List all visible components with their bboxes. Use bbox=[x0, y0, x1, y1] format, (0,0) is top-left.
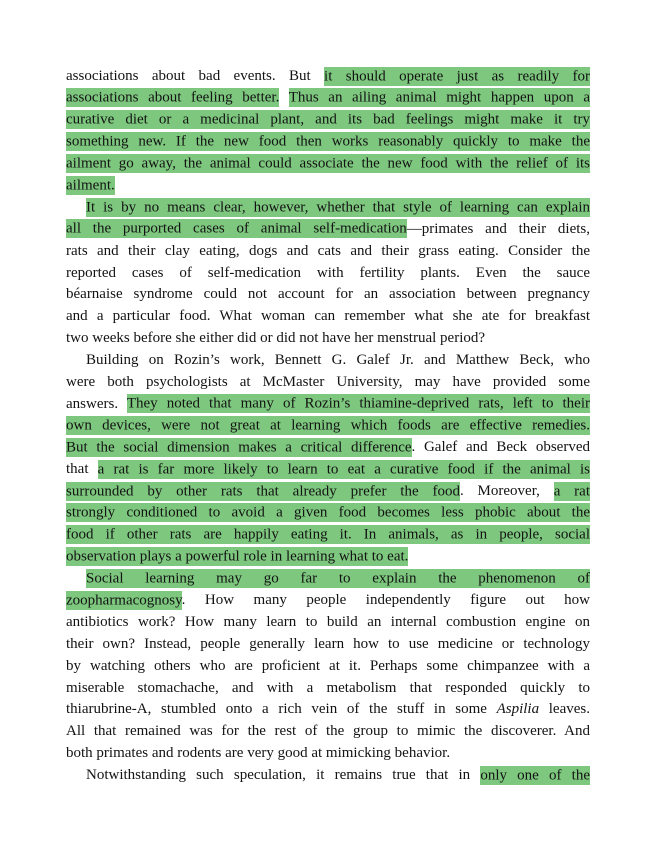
body-text: that bbox=[66, 461, 98, 478]
text-line bbox=[66, 88, 590, 110]
highlighted-text[interactable]: It is by no means clear, however, whether that style of learning can explain bbox=[86, 199, 590, 216]
highlighted-text[interactable]: it should operate just as readily for bbox=[324, 68, 591, 84]
text-line bbox=[66, 656, 590, 678]
text-line bbox=[66, 481, 590, 503]
text-line bbox=[66, 547, 590, 569]
body-text: associations about bad events. But bbox=[66, 68, 325, 84]
text-line bbox=[66, 175, 590, 197]
body-text: —primates and their diets, bbox=[406, 220, 590, 237]
text-line bbox=[66, 525, 590, 547]
highlighted-text[interactable]: only one of the bbox=[480, 767, 590, 783]
body-text: antibiotics work? How many learn to build an internal combustion engine on bbox=[66, 614, 590, 631]
highlighted-text[interactable]: something new. If the new food then works reasonably quickly to make the bbox=[66, 133, 590, 150]
text-line bbox=[66, 306, 590, 328]
text-line bbox=[66, 699, 590, 721]
body-text: . Moreover, bbox=[459, 483, 554, 500]
text-line bbox=[66, 197, 590, 219]
text-line bbox=[66, 153, 590, 175]
highlighted-text[interactable]: food if other rats are happily eating it. In animals, as in people, social bbox=[66, 526, 590, 543]
text-block bbox=[66, 66, 590, 787]
body-text bbox=[279, 90, 288, 106]
text-line bbox=[66, 241, 590, 263]
text-line bbox=[66, 678, 590, 700]
text-line bbox=[66, 721, 590, 743]
text-line bbox=[66, 132, 590, 154]
text-line bbox=[66, 110, 590, 132]
body-text: two weeks before she either did or did not have her menstrual period? bbox=[66, 330, 486, 347]
body-text: Building on Rozin’s work, Bennett G. Galef Jr. and Matthew Beck, who bbox=[86, 351, 590, 368]
text-line bbox=[66, 66, 590, 88]
body-text: rats and their clay eating, dogs and cats and their grass eating. Consider the bbox=[66, 242, 590, 259]
text-line bbox=[66, 590, 590, 612]
text-line bbox=[66, 437, 590, 459]
text-line bbox=[66, 372, 590, 394]
body-text: were both psychologists at McMaster University, may have provided some bbox=[66, 373, 590, 390]
highlighted-text[interactable]: They noted that many of Rozin’s thiamine-deprived rats, left to their bbox=[126, 395, 591, 412]
body-text: Notwithstanding such speculation, it remains true that in bbox=[86, 767, 481, 783]
highlighted-text[interactable]: curative diet or a medicinal plant, and its bad feelings might make it try bbox=[66, 111, 590, 128]
highlighted-text[interactable]: all the purported cases of animal self-medication bbox=[66, 220, 407, 237]
body-text: . Galef and Beck observed bbox=[411, 439, 590, 456]
highlighted-text[interactable]: Thus an ailing animal might happen upon a bbox=[288, 89, 591, 106]
text-line bbox=[66, 394, 590, 416]
body-text: by watching others who are proficient at it. Perhaps some chimpanzee with a bbox=[66, 657, 590, 674]
text-line bbox=[66, 219, 590, 241]
body-text: Aspilia bbox=[496, 701, 540, 718]
highlighted-text[interactable]: associations about feeling better. bbox=[66, 89, 280, 106]
body-text: All that remained was for the rest of the group to mimic the discoverer. And bbox=[66, 723, 590, 740]
highlighted-text[interactable]: surrounded by other rats that already prefer the food bbox=[66, 483, 460, 500]
body-text: reported cases of self-medication with fertility plants. Even the sauce bbox=[66, 264, 590, 281]
text-line bbox=[66, 459, 590, 481]
body-text: both primates and rodents are very good at mimicking behavior. bbox=[66, 745, 451, 762]
highlighted-text[interactable]: strongly conditioned to avoid a given food becomes less phobic about the bbox=[66, 504, 590, 521]
highlighted-text[interactable]: zoopharmacognosy bbox=[66, 592, 182, 609]
body-text: thiarubrine-A, stumbled onto a rich vein of the stuff in some bbox=[66, 701, 497, 718]
body-text: . How many people independently figure out how bbox=[181, 592, 590, 609]
text-line bbox=[66, 743, 590, 765]
text-line bbox=[66, 503, 590, 525]
highlighted-text[interactable]: observation plays a powerful role in learning what to eat. bbox=[66, 548, 409, 565]
body-text: their own? Instead, people generally learn how to use medicine or technology bbox=[66, 635, 590, 652]
body-text: and a particular food. What woman can remember what she ate for breakfast bbox=[66, 308, 590, 325]
body-text: miserable stomachache, and with a metabolism that responded quickly to bbox=[66, 679, 590, 696]
highlighted-text[interactable]: Social learning may go far to explain the phenomenon of bbox=[86, 570, 590, 587]
text-line bbox=[66, 263, 590, 285]
highlighted-text[interactable]: ailment go away, the animal could associate the new food with the relief of its bbox=[66, 155, 590, 172]
text-line bbox=[66, 284, 590, 306]
body-text: béarnaise syndrome could not account for an association between pregnancy bbox=[66, 286, 590, 303]
body-text: answers. bbox=[66, 395, 127, 412]
text-line bbox=[66, 416, 590, 438]
highlighted-text[interactable]: ailment. bbox=[66, 177, 115, 194]
highlighted-text[interactable]: a rat bbox=[553, 483, 591, 500]
text-line bbox=[66, 634, 590, 656]
body-text: leaves. bbox=[539, 701, 590, 718]
highlighted-text[interactable]: But the social dimension makes a critical difference bbox=[66, 439, 412, 456]
highlighted-text[interactable]: a rat is far more likely to learn to eat a curative food if the animal is bbox=[97, 461, 590, 478]
text-line bbox=[66, 328, 590, 350]
text-line bbox=[66, 350, 590, 372]
highlighted-text[interactable]: own devices, were not great at learning which foods are effective remedies. bbox=[66, 417, 590, 434]
text-line bbox=[66, 765, 590, 787]
text-line bbox=[66, 568, 590, 590]
text-line bbox=[66, 612, 590, 634]
